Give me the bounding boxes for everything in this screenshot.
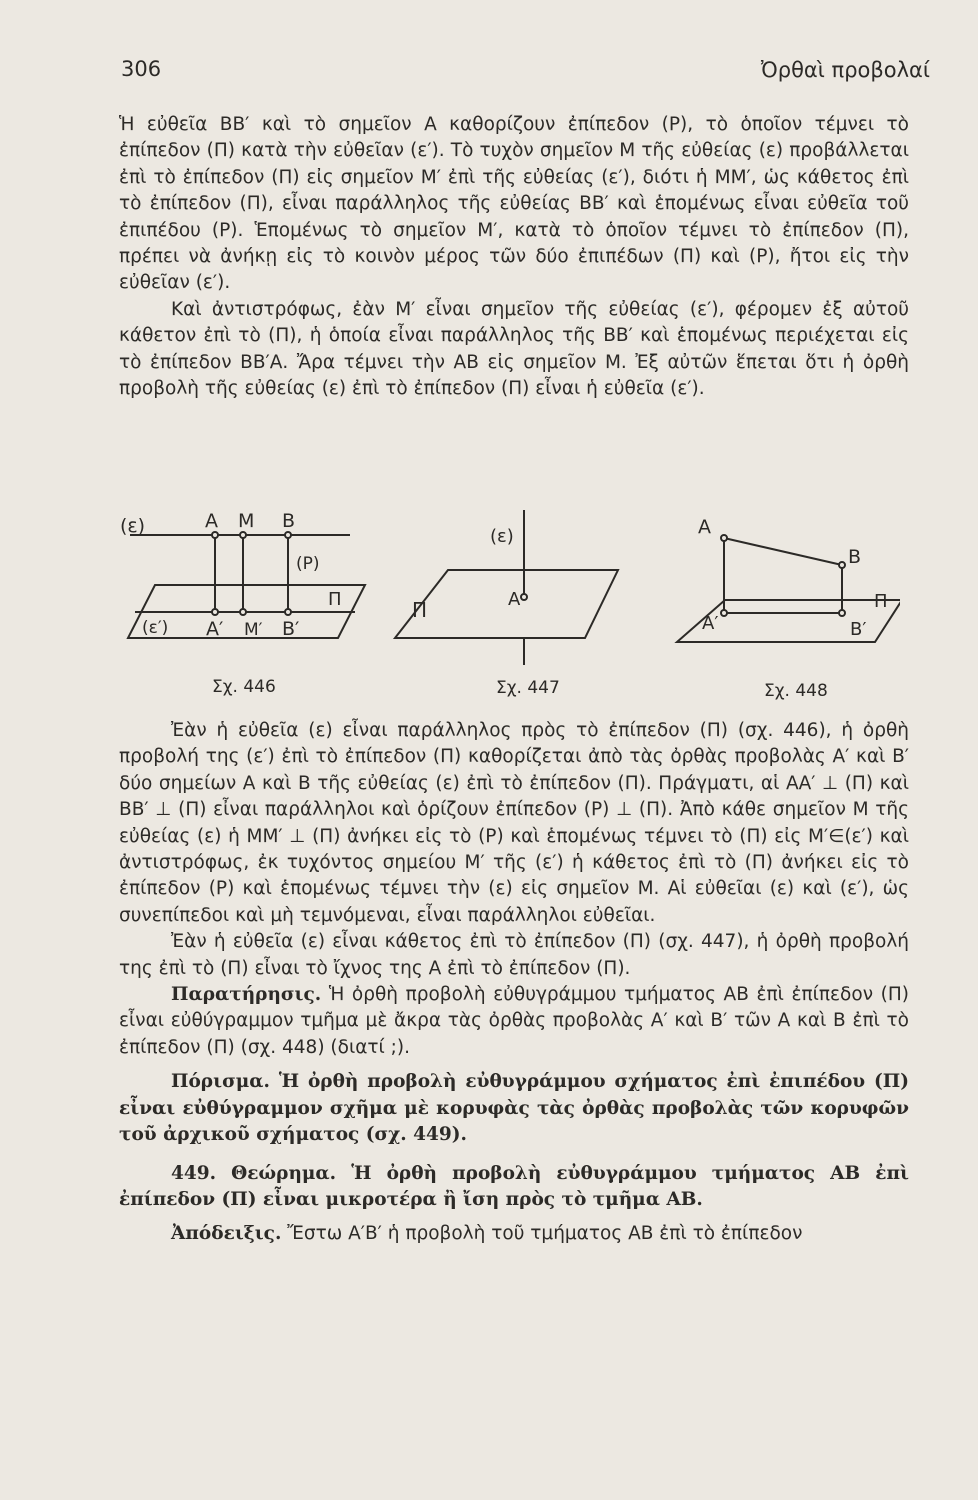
fig448-label-a: Α bbox=[698, 516, 711, 538]
theorem-number: 449. bbox=[171, 1162, 217, 1184]
remark-label: Παρατήρησις. bbox=[171, 984, 322, 1006]
fig446-label-a-prime: Α′ bbox=[206, 618, 224, 640]
text-block-top bbox=[119, 112, 909, 402]
fig446-caption: Σχ. 446 bbox=[212, 677, 276, 697]
running-head: Ὀρθαὶ προβολαί bbox=[760, 58, 930, 82]
paragraph-3: Ἐὰν ἡ εὐθεῖα (ε) εἶναι παράλληλος πρὸς τὸ ἐπίπεδον (Π) (σχ. 446), ἡ ὀρθὴ προβολή της (ε′) ἐπὶ τὸ ἐπίπεδον (Π) καθορίζεται ἀπὸ τὰς ὀρθὰς προβολὰς Α′ καὶ Β′ δύο σημείων Α καὶ Β τῆς εὐθείας (ε) ἐπὶ τὸ ἐπίπεδον (Π). Πράγματι, αἱ ΑΑ′ ⊥ (Π) καὶ ΒΒ′ ⊥ (Π) εἶναι παράλληλοι καὶ ὁρίζουν ἐπίπεδον (Ρ) ⊥ (Π). Ἀπὸ κάθε σημεῖον Μ τῆς εὐθείας (ε) ἡ ΜΜ′ ⊥ (Π) ἀνήκει εἰς τὸ (Ρ) καὶ ἑπομένως τέμνει τὸ (Π) εἰς Μ′∈(ε′) καὶ ἀντιστρόφως, ἐκ τυχόντος σημείου Μ′ τῆς (ε′) ἡ κάθετος ἐπὶ τὸ (Π) ἀνήκει εἰς τὸ ἐπίπεδον (Ρ) καὶ ἑπομένως τέμνει τὴν (ε) εἰς σημεῖον Μ. Αἱ εὐθεῖαι (ε) καὶ (ε′), ὡς συνεπίπεδοι καὶ μὴ τεμνόμεναι, εἶναι παράλληλοι εὐθεῖαι. bbox=[119, 720, 909, 926]
corollary-paragraph bbox=[119, 1069, 909, 1148]
theorem-text: Ἡ ὀρθὴ προβολὴ εὐθυγράμμου τμήματος ΑΒ ἐπὶ ἐπίπεδον (Π) εἶναι μικροτέρα ἢ ἴση πρὸς τὸ τμῆμα ΑΒ. bbox=[119, 1162, 910, 1210]
fig447-caption: Σχ. 447 bbox=[496, 678, 560, 698]
figures-row bbox=[110, 505, 900, 705]
paragraph-2: Καὶ ἀντιστρόφως, ἐὰν Μ′ εἶναι σημεῖον τῆς εὐθείας (ε′), φέρομεν ἐξ αὐτοῦ κάθετον ἐπὶ τὸ (Π), ἡ ὁποία εἶναι παράλληλος τῆς ΒΒ′ καὶ ἑπομένως περιέχεται εἰς τὸ ἐπίπεδον ΒΒ′Α. Ἄρα τέμνει τὴν ΑΒ εἰς σημεῖον Μ. Ἐξ αὐτῶν ἕπεται ὅτι ἡ ὀρθὴ προβολὴ τῆς εὐθείας (ε) ἐπὶ τὸ ἐπίπεδον (Π) εἶναι ἡ εὐθεῖα (ε′). bbox=[119, 298, 909, 400]
fig447-label-pi: Π bbox=[412, 598, 428, 622]
fig446-label-b-prime: Β′ bbox=[282, 618, 300, 640]
fig446-label-b: Β bbox=[282, 510, 296, 532]
text-block-bottom bbox=[119, 718, 909, 1248]
fig446-label-m: Μ bbox=[238, 510, 255, 532]
fig446-label-a: Α bbox=[205, 510, 218, 532]
proof-paragraph bbox=[119, 1221, 909, 1247]
corollary-label: Πόρισμα. bbox=[171, 1071, 270, 1093]
paragraph-4: Ἐὰν ἡ εὐθεῖα (ε) εἶναι κάθετος ἐπὶ τὸ ἐπίπεδον (Π) (σχ. 447), ἡ ὀρθὴ προβολή της ἐπὶ τὸ (Π) εἶναι τὸ ἴχνος της Α ἐπὶ τὸ ἐπίπεδον (Π). bbox=[119, 931, 909, 979]
fig448-label-pi: Π bbox=[874, 591, 888, 612]
fig448-label-b-prime: Β′ bbox=[850, 619, 867, 640]
fig447-label-a: Α bbox=[508, 589, 521, 610]
fig446-label-e: (ε) bbox=[120, 515, 146, 537]
fig447-label-e: (ε) bbox=[490, 526, 514, 547]
page-number: 306 bbox=[121, 57, 162, 81]
remark-paragraph bbox=[119, 982, 909, 1061]
fig448-caption: Σχ. 448 bbox=[764, 681, 828, 701]
corollary-text: Ἡ ὀρθὴ προβολὴ εὐθυγράμμου σχήματος ἐπὶ ἐπιπέδου (Π) εἶναι εὐθύγραμμον σχῆμα μὲ κορυφὰς τὰς ὀρθὰς προβολὰς τῶν κορυφῶν τοῦ ἀρχικοῦ σχήματος (σχ. 449). bbox=[119, 1071, 909, 1146]
fig446-label-e-prime: (ε′) bbox=[142, 618, 169, 638]
theorem-label: Θεώρημα. bbox=[216, 1162, 337, 1184]
proof-text: Ἔστω Α′Β′ ἡ προβολὴ τοῦ τμήματος ΑΒ ἐπὶ τὸ ἐπίπεδον bbox=[281, 1223, 803, 1245]
theorem-paragraph bbox=[119, 1161, 909, 1214]
fig448-label-a-prime: Α′ bbox=[702, 613, 719, 634]
fig446-label-p: (Ρ) bbox=[296, 554, 320, 574]
fig446-label-pi: Π bbox=[328, 589, 342, 610]
paragraph-1: Ἡ εὐθεῖα ΒΒ′ καὶ τὸ σημεῖον Α καθορίζουν ἐπίπεδον (Ρ), τὸ ὁποῖον τέμνει τὸ ἐπίπεδον (Π) κατὰ τὴν εὐθεῖαν (ε′). Τὸ τυχὸν σημεῖον Μ τῆς εὐθείας (ε) προβάλλεται ἐπὶ τὸ ἐπίπεδον (Π) εἰς σημεῖον Μ′ ἐπὶ τῆς εὐθείας (ε′), διότι ἡ ΜΜ′, ὡς κάθετος ἐπὶ τὸ ἐπίπεδον (Π), εἶναι παράλληλος τῆς εὐθείας ΒΒ′ καὶ ἑπομένως εἶναι εὐθεῖα τοῦ ἐπιπέδου (Ρ). Ἑπομένως τὸ σημεῖον Μ′, κατὰ τὸ ὁποῖον τέμνει τὸ ἐπίπεδον (Π), πρέπει νὰ ἀνήκῃ εἰς τὸ κοινὸν μέρος τῶν δύο ἐπιπέδων (Π) καὶ (Ρ), ἤτοι εἰς τὴν εὐθεῖαν (ε′). bbox=[119, 114, 909, 294]
fig448-label-b: Β bbox=[848, 546, 862, 568]
remark-text: Ἡ ὀρθὴ προβολὴ εὐθυγράμμου τμήματος ΑΒ ἐπὶ ἐπίπεδον (Π) εἶναι εὐθύγραμμον τμῆμα μὲ ἄκρα τὰς ὀρθὰς προβολὰς Α′ καὶ Β′ τῶν Α καὶ Β ἐπὶ τὸ ἐπίπεδον (Π) (σχ. 448) (διατί ;). bbox=[119, 984, 909, 1058]
proof-label: Ἀπόδειξις. bbox=[171, 1223, 282, 1245]
fig446-label-m-prime: Μ′ bbox=[244, 620, 263, 640]
